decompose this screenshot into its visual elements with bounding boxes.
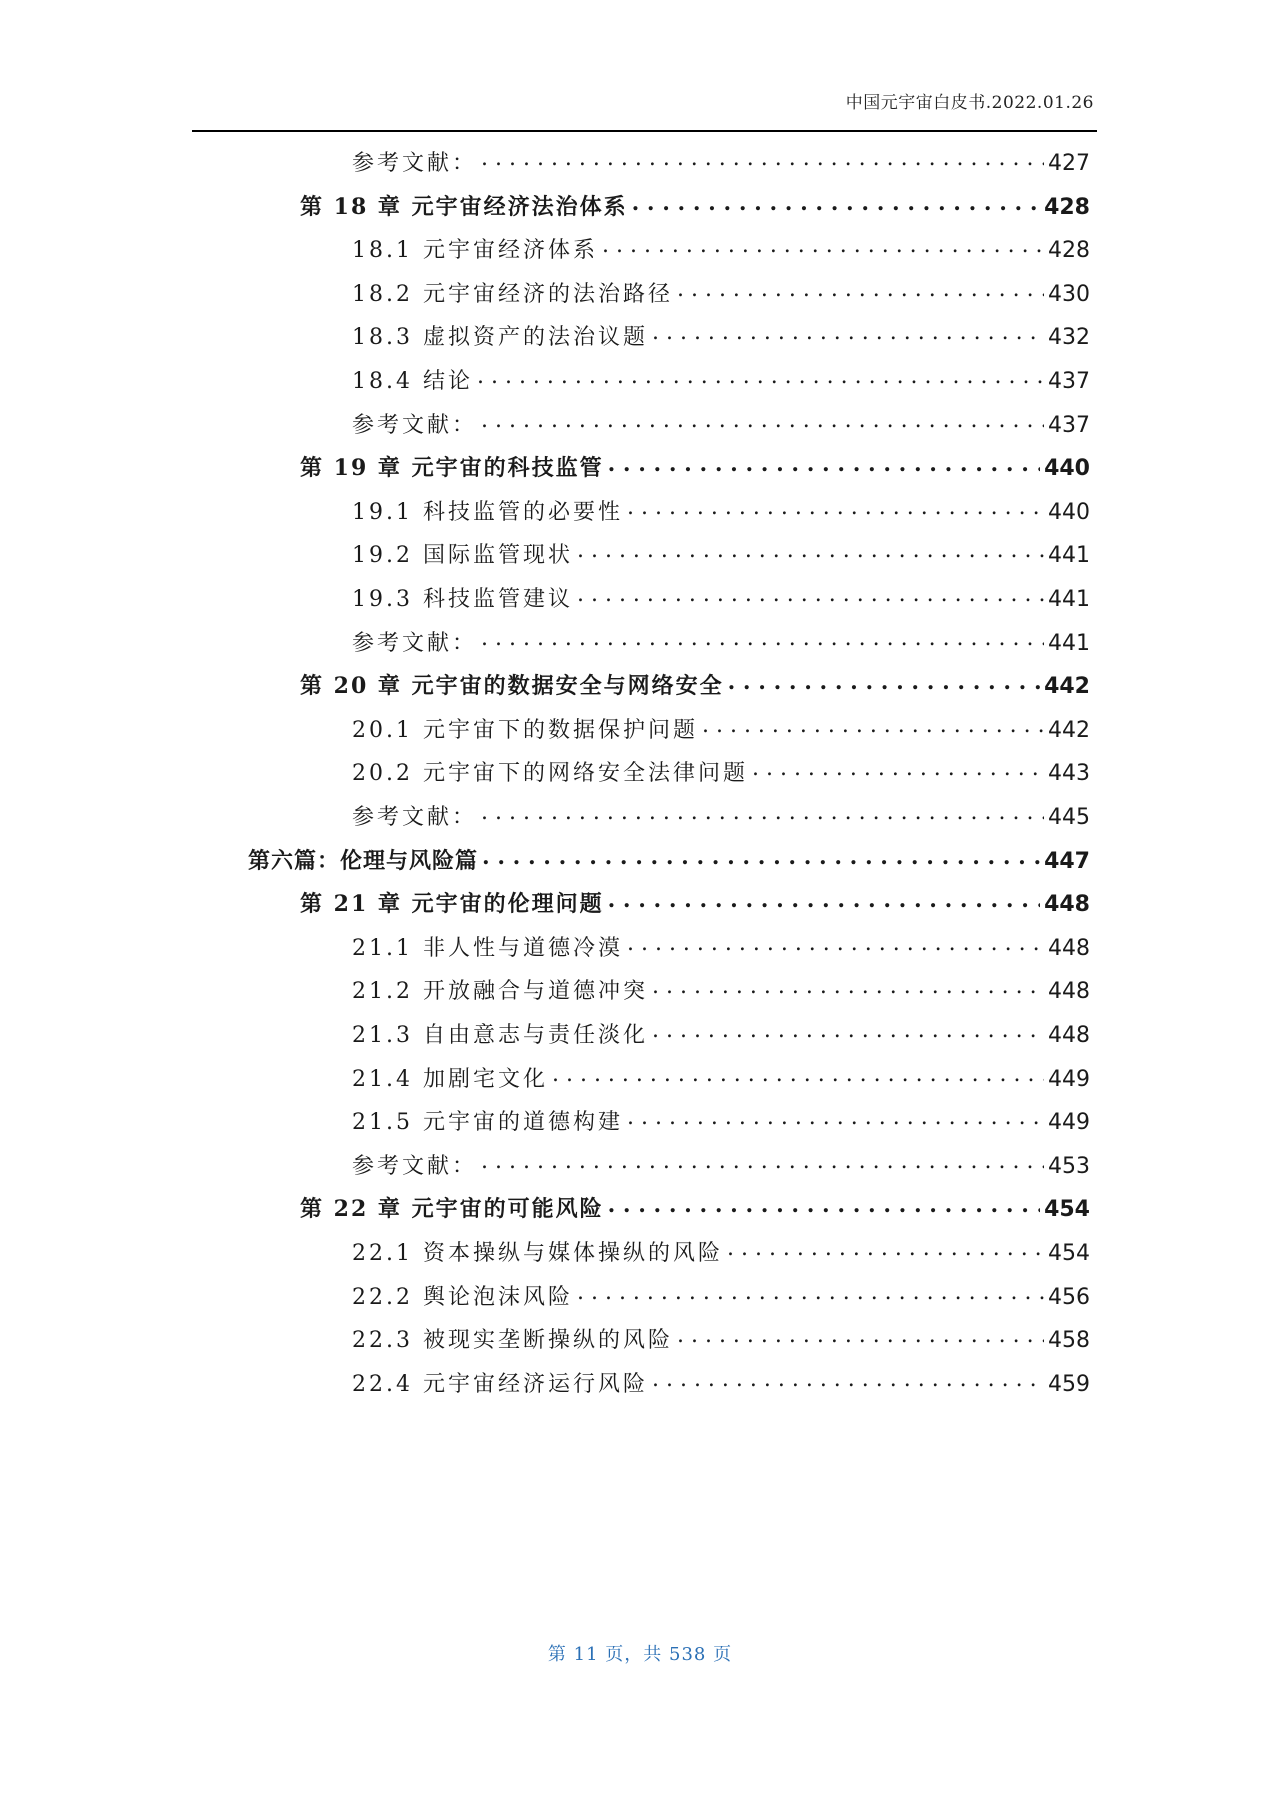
- dot-leader: [652, 976, 1044, 998]
- toc-entry-title: 22.3 被现实垄断操纵的风险: [352, 1328, 673, 1353]
- dot-leader: [677, 1325, 1044, 1347]
- toc-entry-title: 18.4 结论: [352, 369, 473, 394]
- toc-entry-title: 19.3 科技监管建议: [352, 587, 573, 612]
- toc-entry-section[interactable]: [352, 320, 1090, 356]
- toc-entry-title: 19.1 科技监管的必要性: [352, 500, 623, 525]
- dot-leader: [608, 1194, 1040, 1216]
- toc-entry-title: 21.5 元宇宙的道德构建: [352, 1110, 623, 1135]
- toc-entry-section[interactable]: [352, 1105, 1090, 1141]
- toc-entry-page-number: 427: [1048, 151, 1090, 176]
- toc-entry-title: 22.4 元宇宙经济运行风险: [352, 1372, 648, 1397]
- toc-entry-chapter[interactable]: [300, 451, 1090, 487]
- toc-entry-page-number: 442: [1048, 718, 1090, 743]
- toc-entry-title: 第六篇：伦理与风险篇: [248, 849, 479, 874]
- toc-entry-title: 参考文献：: [352, 151, 478, 176]
- toc-entry-title: 22.2 舆论泡沫风险: [352, 1285, 573, 1310]
- toc-entry-section[interactable]: [352, 713, 1090, 749]
- toc-entry-page-number: 441: [1048, 543, 1090, 568]
- toc-entry-part[interactable]: [248, 844, 1090, 880]
- toc-entry-title: 参考文献：: [352, 413, 478, 438]
- toc-entry-section[interactable]: [352, 1280, 1090, 1316]
- toc-entry-section[interactable]: [352, 582, 1090, 618]
- toc-entry-page-number: 437: [1048, 413, 1090, 438]
- toc-entry-section[interactable]: [352, 800, 1090, 836]
- toc-entry-section[interactable]: [352, 1149, 1090, 1185]
- dot-leader: [652, 1020, 1044, 1042]
- toc-entry-page-number: 459: [1048, 1372, 1090, 1397]
- toc-entry-page-number: 440: [1048, 500, 1090, 525]
- toc-entry-title: 22.1 资本操纵与媒体操纵的风险: [352, 1241, 723, 1266]
- toc-entry-title: 21.3 自由意志与责任淡化: [352, 1023, 648, 1048]
- header-divider: [192, 130, 1097, 132]
- toc-entry-page-number: 449: [1048, 1110, 1090, 1135]
- dot-leader: [481, 410, 1044, 432]
- toc-entry-page-number: 458: [1048, 1328, 1090, 1353]
- dot-leader: [702, 715, 1044, 737]
- toc-entry-title: 18.2 元宇宙经济的法治路径: [352, 282, 673, 307]
- toc-entry-page-number: 432: [1048, 325, 1090, 350]
- dot-leader: [481, 148, 1044, 170]
- toc-entry-page-number: 441: [1048, 631, 1090, 656]
- dot-leader: [752, 758, 1044, 780]
- dot-leader: [477, 366, 1044, 388]
- toc-entry-section[interactable]: [352, 364, 1090, 400]
- toc-entry-section[interactable]: [352, 277, 1090, 313]
- toc-entry-title: 第 20 章 元宇宙的数据安全与网络安全: [300, 673, 724, 699]
- toc-entry-page-number: 448: [1044, 892, 1090, 917]
- toc-entry-page-number: 448: [1048, 1023, 1090, 1048]
- toc-entry-section[interactable]: [352, 1062, 1090, 1098]
- toc-entry-page-number: 448: [1048, 936, 1090, 961]
- dot-leader: [482, 846, 1040, 868]
- dot-leader: [652, 322, 1044, 344]
- toc-entry-page-number: 428: [1044, 195, 1090, 220]
- toc-entry-section[interactable]: [352, 756, 1090, 792]
- toc-entry-title: 21.2 开放融合与道德冲突: [352, 979, 648, 1004]
- dot-leader: [577, 540, 1044, 562]
- toc-entry-title: 参考文献：: [352, 805, 478, 830]
- toc-entry-chapter[interactable]: [300, 669, 1090, 705]
- dot-leader: [677, 279, 1044, 301]
- toc-entry-title: 参考文献：: [352, 631, 478, 656]
- toc-entry-page-number: 428: [1048, 238, 1090, 263]
- toc-entry-title: 20.1 元宇宙下的数据保护问题: [352, 718, 698, 743]
- toc-entry-page-number: 454: [1048, 1241, 1090, 1266]
- toc-entry-title: 21.1 非人性与道德冷漠: [352, 936, 623, 961]
- toc-entry-section[interactable]: [352, 931, 1090, 967]
- dot-leader: [632, 192, 1040, 214]
- toc-entry-title: 第 22 章 元宇宙的可能风险: [300, 1196, 604, 1222]
- toc-entry-title: 18.3 虚拟资产的法治议题: [352, 325, 648, 350]
- toc-entry-page-number: 440: [1044, 456, 1090, 481]
- toc-entry-section[interactable]: [352, 1018, 1090, 1054]
- toc-entry-title: 第 19 章 元宇宙的科技监管: [300, 455, 604, 481]
- toc-entry-title: 第 18 章 元宇宙经济法治体系: [300, 194, 628, 220]
- toc-entry-page-number: 442: [1044, 674, 1090, 699]
- dot-leader: [481, 1151, 1044, 1173]
- dot-leader: [627, 497, 1044, 519]
- toc-entry-title: 参考文献：: [352, 1154, 478, 1179]
- toc-entry-section[interactable]: [352, 233, 1090, 269]
- toc-entry-section[interactable]: [352, 146, 1090, 182]
- dot-leader: [602, 235, 1044, 257]
- toc-entry-title: 21.4 加剧宅文化: [352, 1067, 548, 1092]
- toc-entry-page-number: 448: [1048, 979, 1090, 1004]
- toc-entry-page-number: 453: [1048, 1154, 1090, 1179]
- dot-leader: [481, 628, 1044, 650]
- dot-leader: [481, 802, 1044, 824]
- dot-leader: [627, 933, 1044, 955]
- toc-entry-section[interactable]: [352, 1367, 1090, 1403]
- dot-leader: [728, 671, 1040, 693]
- toc-entry-chapter[interactable]: [300, 887, 1090, 923]
- toc-entry-page-number: 430: [1048, 282, 1090, 307]
- toc-entry-section[interactable]: [352, 1236, 1090, 1272]
- toc-entry-section[interactable]: [352, 974, 1090, 1010]
- dot-leader: [577, 1282, 1044, 1304]
- toc-entry-section[interactable]: [352, 538, 1090, 574]
- toc-entry-page-number: 445: [1048, 805, 1090, 830]
- dot-leader: [727, 1238, 1044, 1260]
- toc-entry-section[interactable]: [352, 1323, 1090, 1359]
- toc-entry-title: 18.1 元宇宙经济体系: [352, 238, 598, 263]
- toc-entry-page-number: 449: [1048, 1067, 1090, 1092]
- toc-entry-section[interactable]: [352, 408, 1090, 444]
- toc-entry-page-number: 443: [1048, 761, 1090, 786]
- toc-entry-page-number: 437: [1048, 369, 1090, 394]
- toc-entry-page-number: 441: [1048, 587, 1090, 612]
- dot-leader: [608, 889, 1040, 911]
- toc-entry-title: 19.2 国际监管现状: [352, 543, 573, 568]
- dot-leader: [552, 1064, 1044, 1086]
- running-header: 中国元宇宙白皮书.2022.01.26: [845, 93, 1094, 113]
- toc-entry-chapter[interactable]: [300, 1192, 1090, 1228]
- toc-entry-chapter[interactable]: [300, 190, 1090, 226]
- toc-entry-page-number: 456: [1048, 1285, 1090, 1310]
- page-number-footer: 第 11 页，共 538 页: [547, 1644, 733, 1665]
- toc-entry-page-number: 447: [1044, 849, 1090, 874]
- dot-leader: [652, 1369, 1044, 1391]
- dot-leader: [608, 453, 1040, 475]
- toc-entry-section[interactable]: [352, 495, 1090, 531]
- toc-entry-title: 20.2 元宇宙下的网络安全法律问题: [352, 761, 748, 786]
- toc-entry-page-number: 454: [1044, 1197, 1090, 1222]
- dot-leader: [627, 1107, 1044, 1129]
- dot-leader: [577, 584, 1044, 606]
- toc-entry-section[interactable]: [352, 626, 1090, 662]
- toc-entry-title: 第 21 章 元宇宙的伦理问题: [300, 891, 604, 917]
